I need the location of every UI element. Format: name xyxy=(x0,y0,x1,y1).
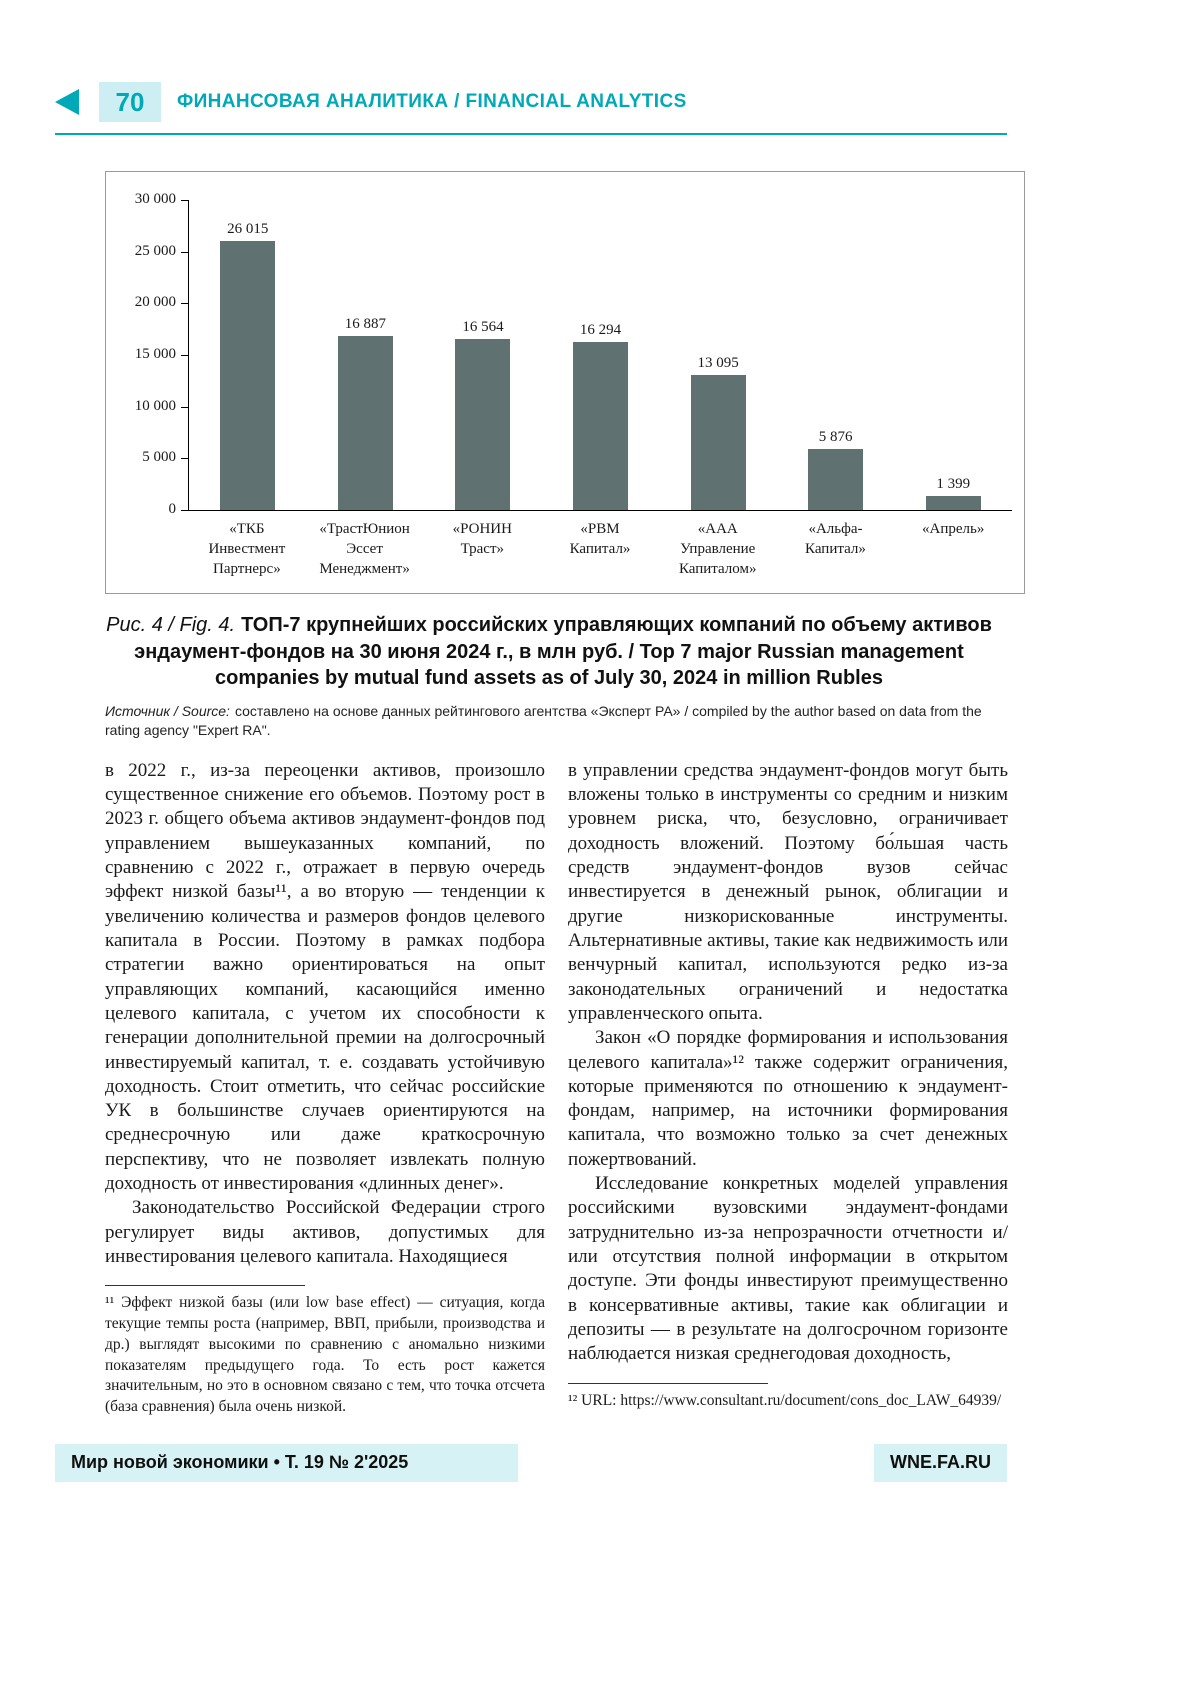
paragraph: Законодательство Российской Федерации строго регулирует виды активов, допустимых для инвестирования целевого капитала. Находящиеся xyxy=(105,1197,545,1267)
bar-value-label: 16 887 xyxy=(344,316,386,332)
bar xyxy=(220,241,275,510)
figure-4-bar-chart xyxy=(105,171,1025,594)
bar xyxy=(926,496,981,510)
chart-plot-area xyxy=(188,200,1012,511)
figure-caption xyxy=(105,612,993,691)
chart-x-axis-labels xyxy=(188,520,1012,579)
bar-value-label: 26 015 xyxy=(227,221,269,237)
bar-value-label: 13 095 xyxy=(697,355,739,371)
bar-group xyxy=(189,221,307,510)
figure-source xyxy=(105,702,993,741)
y-axis-tick-label: 25 000 xyxy=(134,242,176,259)
chart-y-axis xyxy=(124,191,188,517)
paragraph: Исследование конкретных моделей управления российскими вузовскими эндаумент-фондами затруднительно из-за непрозрачности отчетности и/или отсутствия полной информации в открытом доступе. Эти фонды инвестируют преимущественно в консервативные активы, такие как облигации и депозиты — в результате на долгосрочном горизонте наблюдается низкая среднегодовая доходность, xyxy=(568,1173,1008,1365)
bar xyxy=(808,449,863,510)
header-divider xyxy=(55,133,1007,135)
y-axis-tick xyxy=(181,458,188,459)
x-axis-category-label: «РОНИН Траст» xyxy=(452,521,512,557)
y-axis-tick xyxy=(181,200,188,201)
y-axis-tick-label: 10 000 xyxy=(134,397,176,414)
source-text: составлено на основе данных рейтингового агентства «Эксперт РА» / compiled by the author based on data from the rating agency "Expert RA". xyxy=(105,702,982,739)
x-axis-category-label: «ТКБ Инвестмент Партнерс» xyxy=(208,521,286,577)
bar xyxy=(691,375,746,510)
bar-group xyxy=(659,355,777,510)
x-axis-category-label: «Альфа- Капитал» xyxy=(805,521,866,557)
bar-group xyxy=(424,319,542,510)
footnote-divider xyxy=(568,1383,768,1384)
y-axis-tick-label: 0 xyxy=(168,501,176,517)
chart-inner xyxy=(124,191,1012,579)
body-columns xyxy=(105,759,1008,1418)
page-number: 70 xyxy=(99,82,161,122)
source-label: Источник / Source: xyxy=(105,702,230,719)
bar-value-label: 5 876 xyxy=(818,429,853,445)
page-header xyxy=(55,82,1007,122)
bar-value-label: 1 399 xyxy=(936,476,971,492)
left-triangle-icon xyxy=(55,89,79,115)
figure-label: Рис. 4 / Fig. 4. xyxy=(106,614,236,637)
y-axis-tick xyxy=(181,252,188,253)
bar-group xyxy=(777,429,895,510)
y-axis-tick xyxy=(181,510,188,511)
bar-value-label: 16 564 xyxy=(462,319,504,335)
x-axis-category-label: «ААА Управление Капиталом» xyxy=(678,521,757,577)
section-title: ФИНАНСОВАЯ АНАЛИТИКА / FINANCIAL ANALYTICS xyxy=(177,91,687,112)
page-content xyxy=(55,82,1007,1418)
y-axis-tick-label: 30 000 xyxy=(134,191,176,207)
bar xyxy=(338,336,393,510)
bar xyxy=(455,339,510,510)
journal-website: WNE.FA.RU xyxy=(874,1444,1007,1482)
paragraph: в управлении средства эндаумент-фондов могут быть вложены только в инструменты со средним и низким уровнем риска, что, безусловно, ограничивает доходность вложений. Поэтому бо́льшая часть средств эндаумент-фондов вузов сейчас инвестируется в денежный рынок, облигации и другие низкорискованные инструменты. Альтернативные активы, такие как недвижимость или венчурный капитал, используются редко из-за законодательных ограничений и недостатка управленческого опыта. xyxy=(568,759,1008,1024)
left-column xyxy=(105,759,545,1418)
page-footer xyxy=(55,1444,1007,1482)
x-axis-category-label: «Апрель» xyxy=(922,521,985,537)
bar-group xyxy=(542,322,660,510)
bar-value-label: 16 294 xyxy=(579,322,622,338)
y-axis-tick-label: 5 000 xyxy=(142,449,176,466)
right-column xyxy=(568,759,1008,1418)
y-axis-tick xyxy=(181,303,188,304)
journal-name: Мир новой экономики • Т. 19 № 2'2025 xyxy=(55,1444,518,1482)
y-axis-tick xyxy=(181,407,188,408)
footnote-divider xyxy=(105,1285,305,1286)
bar-group xyxy=(894,476,1012,510)
footnote-11: ¹¹ Эффект низкой базы (или low base effect) — ситуация, когда текущие темпы роста (например, ВВП, прибыли, производства и др.) выглядят высокими по сравнению с аномально низкими показателям предыдущего года. То есть рост кажется значительным, но это в основном связано с тем, что точка отсчета (база сравнения) была очень низкой. xyxy=(105,1294,545,1416)
bar xyxy=(573,342,628,510)
x-axis-category-label: «РВМ Капитал» xyxy=(569,521,631,557)
chart-plot-wrap xyxy=(188,200,1012,579)
paragraph: в 2022 г., из-за переоценки активов, произошло существенное снижение его объемов. Поэтому рост в 2023 г. общего объема активов эндаумент-фондов под управлением вышеуказанных компаний, по сравнению с 2022 г., отражает в первую очередь эффект низкой базы¹¹, а во вторую — тенденции к увеличению количества и размеров фондов целевого капитала в России. Поэтому в рамках подбора стратегии важно ориентироваться на опыт управляющих компаний, касающийся именно целевого капитала, с учетом их способности к генерации дополнительной премии на долгосрочный инвестируемый капитал, т. е. создавать устойчивую доходность. Стоит отметить, что сейчас российские УК в большинстве случаев ориентируются на среднесрочную или даже краткосрочную перспективу, что не позволяет извлекать полную доходность от инвестирования «длинных денег». xyxy=(105,759,545,1195)
y-axis-tick xyxy=(181,355,188,356)
y-axis-tick-label: 15 000 xyxy=(134,346,176,362)
figure-caption-text: ТОП-7 крупнейших российских управляющих компаний по объему активов эндаумент-фондов на 30 июня 2024 г., в млн руб. / Top 7 major Russian management companies by mutual fund assets as of July 30, 2024 in million Rubles xyxy=(134,614,992,690)
paragraph: Закон «О порядке формирования и использования целевого капитала»¹² также содержит ограничения, которые применяются по отношению к эндаумент-фондам, например, на источники формирования капитала, что возможно только за счет денежных пожертвований. xyxy=(568,1027,1008,1170)
footnote-12-url-link[interactable]: ¹² URL: https://www.consultant.ru/document/cons_doc_LAW_64939/ xyxy=(568,1391,1002,1409)
x-axis-category-label: «ТрастЮнион Эссет Менеджмент» xyxy=(319,521,410,577)
y-axis-tick-label: 20 000 xyxy=(134,294,176,311)
bar-group xyxy=(307,316,425,510)
